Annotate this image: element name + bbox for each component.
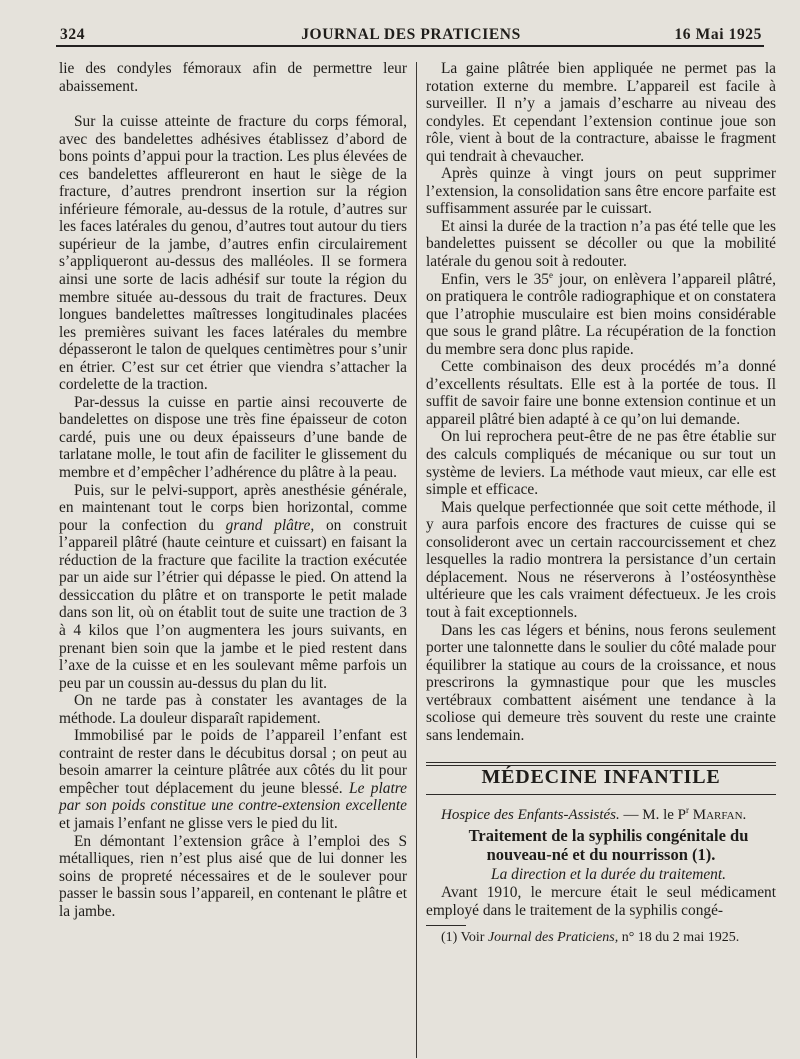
- hospice-name: Hospice des Enfants-Assistés.: [441, 806, 620, 823]
- left-column: [59, 60, 407, 920]
- emphasis-text: Le platre par son poids constitue une contre-extension excellente: [59, 779, 407, 815]
- footnote-text: (1) Voir: [441, 930, 485, 946]
- paragraph: Dans les cas légers et bénins, nous ferons seulement porter une talonnette dans le soulier du côté malade pour équilibrer la statique au cours de la croissance, et nous prescrirons la gymnastique pour que les muscles vertébraux combattent aisément une tendance à la scoliose qui demeure très souvent du reste une crainte sans lendemain.: [426, 621, 776, 744]
- paragraph: Mais quelque perfectionnée que soit cette méthode, il y aura parfois encore des fractures de cuisse qui se consolideront avec un certain raccourcissement et chez lesquelles la radio montrera la persistance d’un certain déplacement. Nous ne réserverons à l’ostéosynthèse ultérieure que les cals vraiment défectueux. Je les crois tout à fait exceptionnels.: [426, 498, 776, 621]
- paragraph-text: jour, on enlèvera l’appareil plâtré, on pratiquera le contrôle radiographique et on constatera que l’atrophie musculaire est bien moins considérable que sous le grand plâtre. La récupération de la fonction du membre sera donc plus rapide.: [426, 270, 776, 358]
- paragraph: Après quinze à vingt jours on peut supprimer l’extension, la consolidation sans être encore parfaite est suffisamment assurée par le cuissart.: [426, 165, 776, 218]
- paragraph-text: Immobilisé par le poids de l’appareil l’enfant est contraint de rester dans le décubitus dorsal ; on peut au besoin amarrer la ceinture plâtrée aux côtés du lit pour empêcher tout déplacement du jeune blessé.: [59, 727, 407, 797]
- title-suffix: r: [686, 804, 689, 815]
- paragraph: Sur la cuisse atteinte de fracture du corps fémoral, avec des bandelettes adhésives établissez d’abord de bons points d’appui pour la traction. Les plus élevées de ces bandelettes affleureront en haut le siège de la fracture, d’autres prendront insertion sur la région inférieure fémorale, au-dessus de la rotule, d’autres sur les faces latérales du genou, d’autres tout autour du tiers supérieur de la jambe, d’autres enfin circulairement s’appliqueront au-dessus des malléoles. Il se formera ainsi une sorte de lacis adhésif sur toute la région du membre située au-dessous du trait de fractures. Deux longues bandelettes maîtresses longitudinales placées les premières suivant les faces latérales du membre dépasseront le talon de quelques centimètres pour s’unir en étrier. C’est sur cet étrier que viendra s’attacher la cordelette de la traction.: [59, 113, 407, 394]
- paragraph: Avant 1910, le mercure était le seul médicament employé dans le traitement de la syphilis congé-: [426, 883, 776, 919]
- footnote-text: n° 18 du 2 mai 1925.: [621, 930, 740, 946]
- paragraph-text: on construit l’appareil plâtré (haute ceinture et cuissart) en faisant la réduction de la fracture que facilite la traction exécutée par un aide sur l’étrier qui dépasse le pied. On attend la dessiccation du plâtre et on transporte le petit malade dans son lit, où on établit tout de suite une traction de 3 à 4 kilos que l’on augmentera les jours suivants, en prenant bien soin que la jambe et le pied restent dans l’axe de la cuisse et en les soulevant même parfois un peu par un coussin au-dessus du plan du lit.: [59, 516, 407, 692]
- paragraph: Cette combinaison des deux procédés m’a donné d’excellents résultats. Elle est à la portée de tous. Il suffit de savoir faire une bonne extension continue et un appareil plâtré bien adapté à ce qu’on lui demande.: [426, 358, 776, 428]
- paragraph: [59, 727, 407, 832]
- emphasis-text: grand plâtre,: [225, 516, 315, 534]
- right-column: [426, 60, 776, 946]
- footnote: [426, 930, 776, 946]
- paragraph: Par-dessus la cuisse en partie ainsi recouverte de bandelettes on dispose une très fine épaisseur de coton cardé, puis une ou deux épaisseurs d’une bande de tarlatane molle, le tout afin de faciliter le glissement du membre et d’empêcher l’adhérence du plâtre à la peau.: [59, 393, 407, 482]
- paragraph: lie des condyles fémoraux afin de permettre leur abaissement.: [59, 60, 407, 95]
- page-header: [60, 22, 762, 44]
- paragraph: Et ainsi la durée de la traction n’a pas été telle que les bandelettes puissent se décoller ou que la mobilité latérale du genou soit à redouter.: [426, 217, 776, 271]
- header-rule: [56, 45, 764, 47]
- paragraph: On lui reprochera peut-être de ne pas être établie sur des calculs compliqués de mécanique ou sur tout un système de leviers. La méthode vaut mieux, car elle est simple et efficace.: [426, 428, 776, 499]
- paragraph-text: et jamais l’enfant ne glisse vers le pied du lit.: [59, 814, 338, 832]
- ordinal-suffix: e: [548, 269, 553, 280]
- issue-date: 16 Mai 1925: [674, 26, 762, 43]
- article-subtitle: La direction et la durée du traitement.: [491, 866, 726, 884]
- page-number: 324: [60, 26, 86, 43]
- paragraph: En démontant l’extension grâce à l’emploi des S métalliques, rien n’est plus aisé que de lui donner les soins de propreté nécessaires et de le soulever pour passer le bassin sous l’appareil, en contenant le plâtre et la jambe.: [59, 832, 407, 920]
- paragraph: [59, 482, 407, 693]
- journal-title: JOURNAL DES PRATICIENS: [301, 26, 521, 43]
- paragraph-text: Enfin, vers le 35: [441, 270, 549, 288]
- footnote-journal: Journal des Praticiens,: [487, 930, 619, 946]
- paragraph: On ne tarde pas à constater les avantages de la méthode. La douleur disparaît rapidement.: [59, 692, 407, 727]
- article-byline: [426, 804, 776, 825]
- section-heading: MÉDECINE INFANTILE: [426, 762, 776, 795]
- byline-text: — M. le P: [619, 806, 686, 823]
- author-name: Marfan.: [689, 806, 747, 823]
- paragraph: [426, 271, 776, 359]
- column-divider: [416, 62, 417, 1058]
- footnote-rule: [426, 925, 466, 926]
- paragraph-text: Puis, sur le pelvi-support, après anesthésie générale, en maintenant tout le corps bien horizontal, comme pour la confection du: [59, 481, 407, 534]
- article-title: Traitement de la syphilis congénitale du nouveau-né et du nourrisson (1).: [468, 826, 749, 865]
- paragraph: La gaine plâtrée bien appliquée ne permet pas la rotation externe du membre. L’appareil est facile à surveiller. Il n’y a jamais d’escharre au niveau des condyles. Et cependant l’extension continue joue son rôle, vient à bout de la contracture, abaisse le fragment qui tendrait à chevaucher.: [426, 60, 776, 165]
